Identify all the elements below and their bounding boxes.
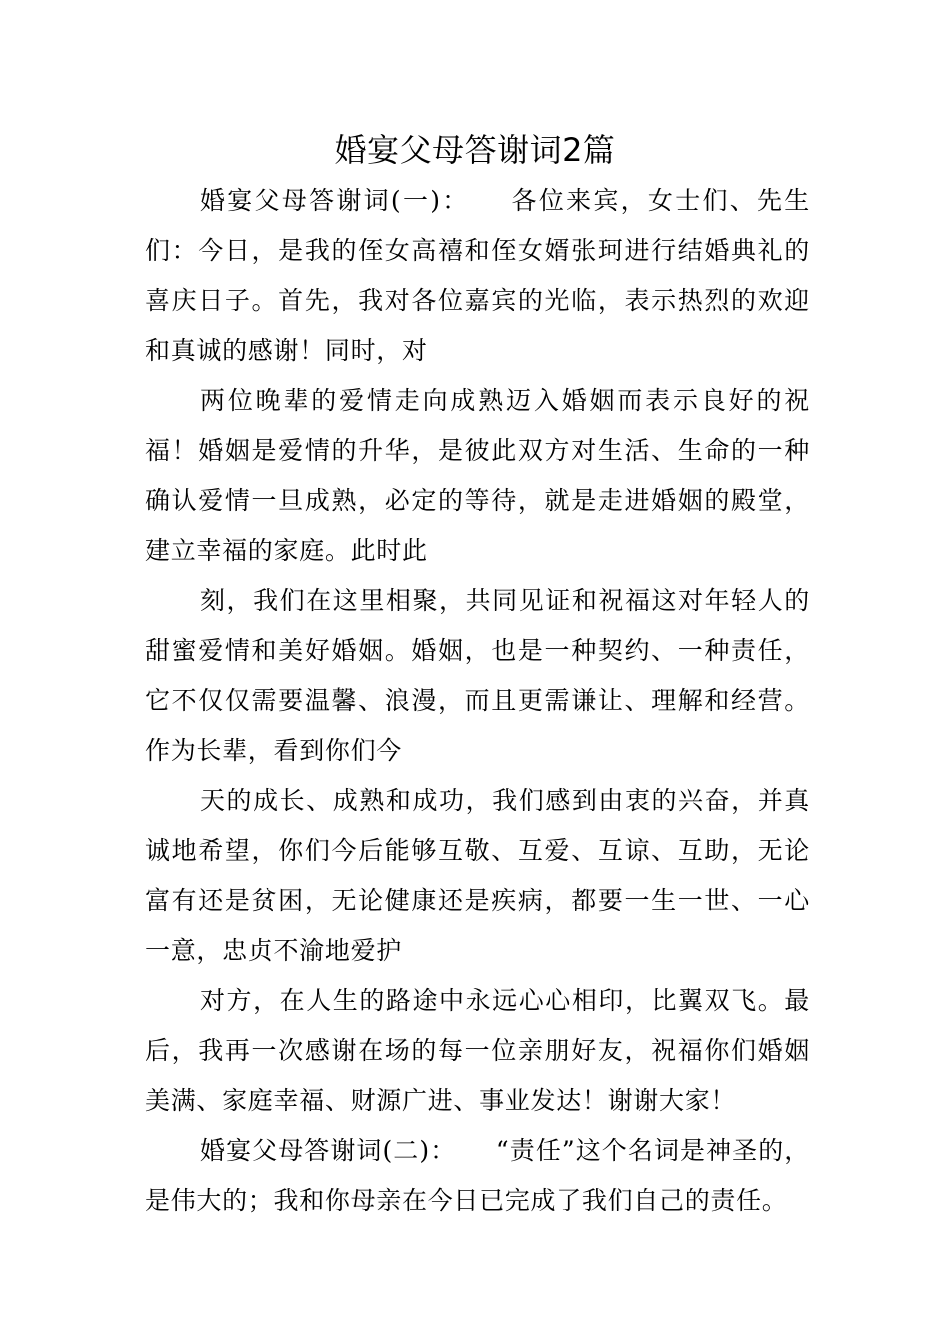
document-body — [145, 176, 810, 1226]
document-title: 婚宴父母答谢词2篇 — [334, 131, 616, 169]
paragraph-2: 两位晚辈的爱情走向成熟迈入婚姻而表示良好的祝福！婚姻是爱情的升华，是彼此双方对生活、生命的一种确认爱情一旦成熟，必定的等待，就是走进婚姻的殿堂，建立幸福的家庭。此时此 — [145, 386, 810, 565]
paragraph-1: 婚宴父母答谢词(一)： 各位来宾，女士们、先生们：今日，是我的侄女高禧和侄女婿张珂进行结婚典礼的喜庆日子。首先，我对各位嘉宾的光临，表示热烈的欢迎和真诚的感谢！同时，对 — [145, 186, 810, 365]
paragraph-3: 刻，我们在这里相聚，共同见证和祝福这对年轻人的甜蜜爱情和美好婚姻。婚姻，也是一种契约、一种责任，它不仅仅需要温馨、浪漫，而且更需谦让、理解和经营。作为长辈，看到你们今 — [145, 586, 810, 765]
paragraph-6: 婚宴父母答谢词(二)： “责任”这个名词是神圣的，是伟大的；我和你母亲在今日已完成了我们自己的责任。 — [145, 1136, 810, 1215]
paragraph-4: 天的成长、成熟和成功，我们感到由衷的兴奋，并真诚地希望，你们今后能够互敬、互爱、互谅、互助，无论富有还是贫困，无论健康还是疾病，都要一生一世、一心一意，忠贞不渝地爱护 — [145, 786, 810, 965]
paragraph-5: 对方，在人生的路途中永远心心相印，比翼双飞。最后，我再一次感谢在场的每一位亲朋好友，祝福你们婚姻美满、家庭幸福、财源广进、事业发达！谢谢大家！ — [145, 986, 810, 1115]
